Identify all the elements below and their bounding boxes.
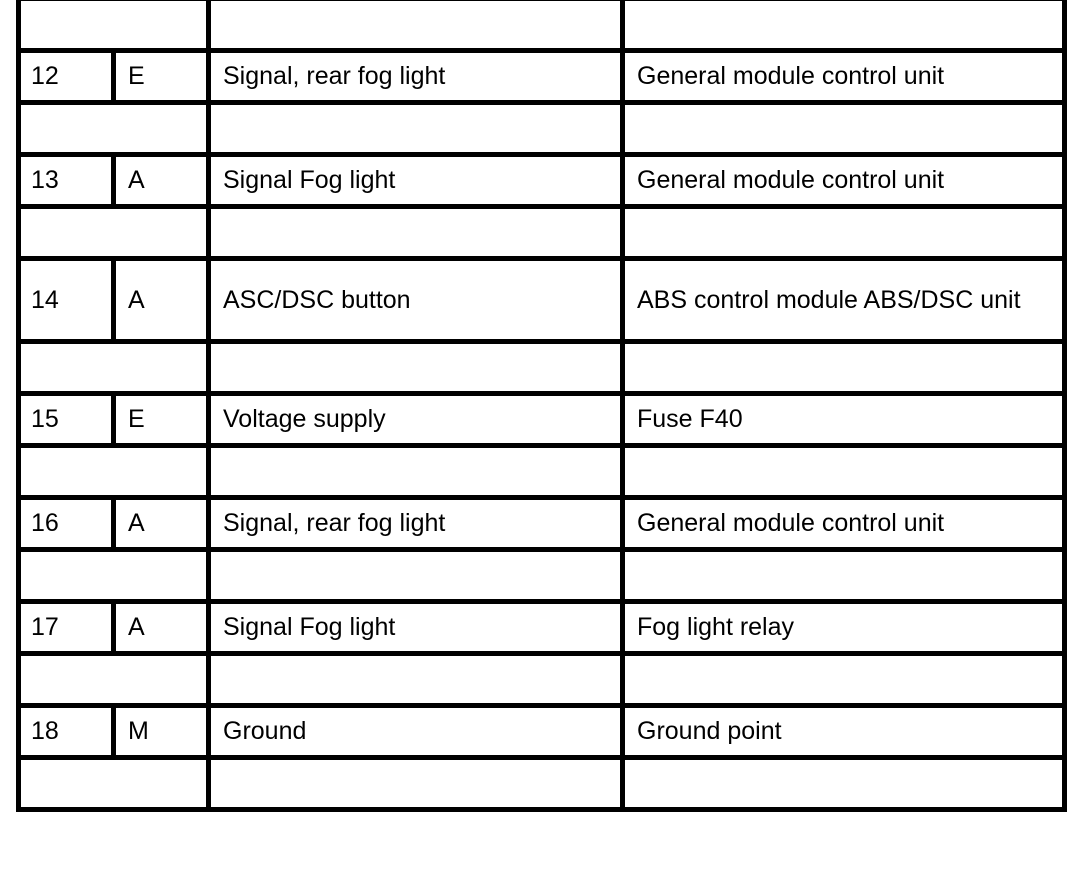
pin-number-cell: 17 <box>19 602 114 654</box>
table-row <box>19 394 1065 446</box>
table-row <box>19 706 1065 758</box>
pin-type-cell: A <box>114 155 209 207</box>
spacer-cell <box>209 654 623 706</box>
spacer-cell <box>623 654 1065 706</box>
destination-cell: General module control unit <box>623 51 1065 103</box>
spacer-cell <box>19 103 209 155</box>
description-cell: Ground <box>209 706 623 758</box>
table-spacer-row <box>19 0 1065 51</box>
description-cell: Signal Fog light <box>209 155 623 207</box>
pin-number-cell: 16 <box>19 498 114 550</box>
spacer-cell <box>19 446 209 498</box>
pin-type-cell: E <box>114 394 209 446</box>
spacer-cell <box>623 207 1065 259</box>
spacer-cell <box>209 103 623 155</box>
table-row <box>19 259 1065 342</box>
spacer-cell <box>209 342 623 394</box>
pin-assignment-table <box>16 0 1067 812</box>
spacer-cell <box>209 446 623 498</box>
pin-number-cell: 15 <box>19 394 114 446</box>
pin-type-cell: A <box>114 602 209 654</box>
destination-cell: Fog light relay <box>623 602 1065 654</box>
spacer-cell <box>19 207 209 259</box>
pin-assignment-table-container <box>16 0 1062 812</box>
pin-type-cell: M <box>114 706 209 758</box>
table-row <box>19 51 1065 103</box>
table-spacer-row <box>19 550 1065 602</box>
table-spacer-row <box>19 342 1065 394</box>
table-row <box>19 602 1065 654</box>
destination-cell: Ground point <box>623 706 1065 758</box>
spacer-cell <box>623 103 1065 155</box>
spacer-cell <box>623 758 1065 810</box>
spacer-cell <box>19 0 209 51</box>
spacer-cell <box>209 207 623 259</box>
destination-cell: ABS control module ABS/DSC unit <box>623 259 1065 342</box>
spacer-cell <box>623 550 1065 602</box>
spacer-cell <box>19 342 209 394</box>
pin-number-cell: 14 <box>19 259 114 342</box>
table-spacer-row <box>19 207 1065 259</box>
description-cell: Voltage supply <box>209 394 623 446</box>
destination-cell: General module control unit <box>623 498 1065 550</box>
spacer-cell <box>19 550 209 602</box>
spacer-cell <box>623 342 1065 394</box>
spacer-cell <box>209 0 623 51</box>
description-cell: ASC/DSC button <box>209 259 623 342</box>
destination-cell: General module control unit <box>623 155 1065 207</box>
table-spacer-row <box>19 446 1065 498</box>
spacer-cell <box>623 446 1065 498</box>
table-row <box>19 498 1065 550</box>
table-spacer-row <box>19 654 1065 706</box>
description-cell: Signal, rear fog light <box>209 498 623 550</box>
spacer-cell <box>19 654 209 706</box>
pin-number-cell: 12 <box>19 51 114 103</box>
destination-cell: Fuse F40 <box>623 394 1065 446</box>
description-cell: Signal, rear fog light <box>209 51 623 103</box>
description-cell: Signal Fog light <box>209 602 623 654</box>
table-spacer-row <box>19 103 1065 155</box>
pin-number-cell: 18 <box>19 706 114 758</box>
pin-type-cell: A <box>114 498 209 550</box>
pin-type-cell: A <box>114 259 209 342</box>
table-row <box>19 155 1065 207</box>
spacer-cell <box>209 758 623 810</box>
pin-number-cell: 13 <box>19 155 114 207</box>
pin-type-cell: E <box>114 51 209 103</box>
spacer-cell <box>209 550 623 602</box>
spacer-cell <box>19 758 209 810</box>
spacer-cell <box>623 0 1065 51</box>
table-spacer-row <box>19 758 1065 810</box>
